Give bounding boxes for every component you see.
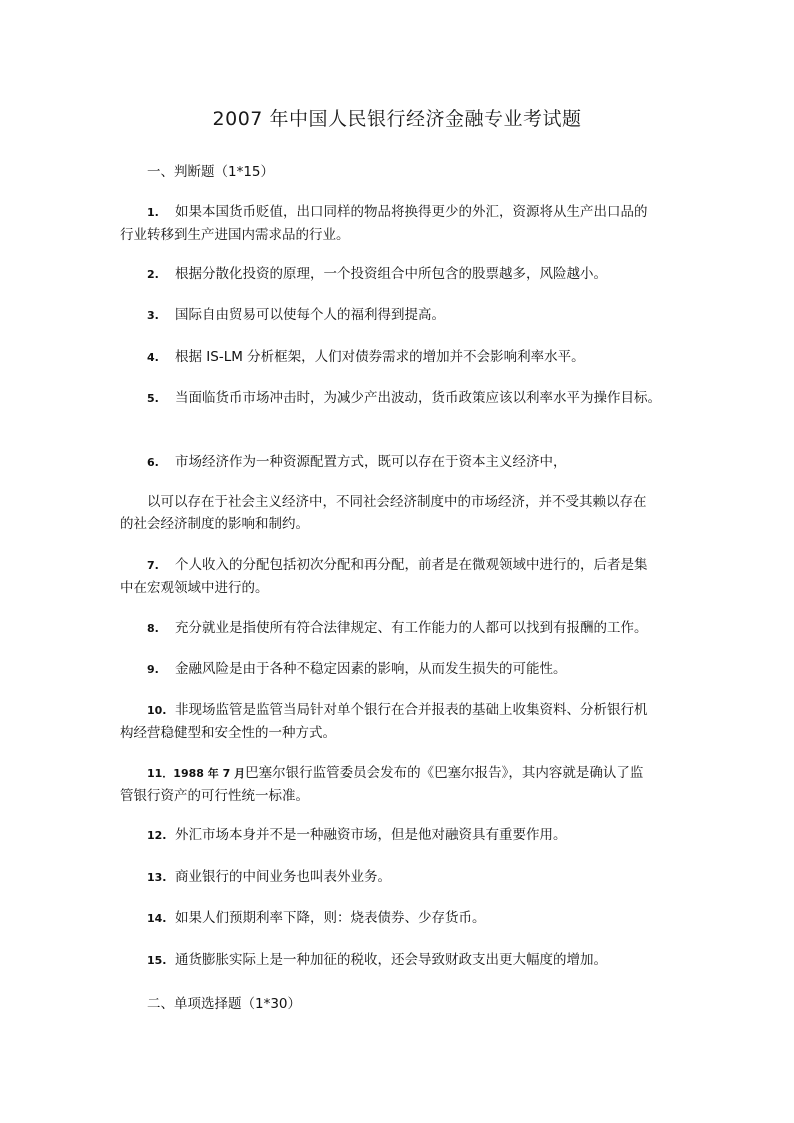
paragraph-text-continued: 的社会经济制度的影响和制约。 bbox=[120, 516, 309, 532]
question-10 bbox=[120, 699, 680, 744]
question-text-continued: 管银行资产的可行性统一标准。 bbox=[120, 788, 309, 804]
question-8 bbox=[120, 617, 680, 640]
question-text-continued: 行业转移到生产进国内需求品的行业。 bbox=[120, 227, 350, 243]
document-title: 2007 年中国人民银行经济金融专业考试题 bbox=[212, 108, 582, 130]
question-3 bbox=[120, 304, 680, 327]
question-text-continued: 构经营稳健型和安全性的一种方式。 bbox=[120, 725, 336, 741]
question-text: 如果人们预期利率下降，则：烧表债券、少存货币。 bbox=[175, 910, 486, 926]
question-text: 根据分散化投资的原理，一个投资组合中所包含的股票越多，风险越小。 bbox=[175, 266, 607, 282]
question-number: 3. bbox=[147, 309, 159, 322]
question-number: 4. bbox=[147, 351, 159, 364]
paragraph-text: 以可以存在于社会主义经济中，不同社会经济制度中的市场经济，并不受其赖以存在 bbox=[147, 494, 647, 510]
question-number: 14. bbox=[147, 912, 167, 925]
question-7 bbox=[120, 554, 680, 599]
question-4 bbox=[120, 346, 680, 369]
question-text: 巴塞尔银行监管委员会发布的《巴塞尔报告》，其内容就是确认了监 bbox=[245, 765, 644, 781]
question-6 bbox=[120, 451, 680, 474]
question-15 bbox=[120, 949, 680, 972]
question-number: 6. bbox=[147, 456, 159, 469]
question-number: 11．1988 年 7 月 bbox=[147, 767, 246, 780]
question-number: 15. bbox=[147, 954, 167, 967]
question-6-continuation bbox=[120, 491, 680, 535]
question-number: 7. bbox=[147, 559, 159, 572]
question-number: 12. bbox=[147, 829, 167, 842]
question-12 bbox=[120, 824, 680, 847]
question-number: 9. bbox=[147, 663, 159, 676]
question-text: 非现场监管是监管当局针对单个银行在合并报表的基础上收集资料、分析银行机 bbox=[175, 702, 648, 718]
question-number: 10. bbox=[147, 704, 167, 717]
question-number: 1. bbox=[147, 206, 159, 219]
question-text: 市场经济作为一种资源配置方式，既可以存在于资本主义经济中， bbox=[175, 454, 567, 470]
question-text: 如果本国货币贬值，出口同样的物品将换得更少的外汇，资源将从生产出口品的 bbox=[175, 204, 648, 220]
question-number: 5. bbox=[147, 392, 159, 405]
question-number: 2. bbox=[147, 268, 159, 281]
section-heading-single-choice: 二、单项选择题（1*30） bbox=[147, 996, 302, 1012]
question-9 bbox=[120, 658, 680, 681]
question-text: 通货膨胀实际上是一种加征的税收，还会导致财政支出更大幅度的增加。 bbox=[175, 952, 607, 968]
question-text: 充分就业是指使所有符合法律规定、有工作能力的人都可以找到有报酬的工作。 bbox=[175, 620, 648, 636]
question-number: 8. bbox=[147, 622, 159, 635]
section-heading-judgment: 一、判断题（1*15） bbox=[147, 164, 275, 180]
question-text: 外汇市场本身并不是一种融资市场，但是他对融资具有重要作用。 bbox=[175, 827, 567, 843]
question-14 bbox=[120, 907, 680, 930]
question-text: 国际自由贸易可以使每个人的福利得到提高。 bbox=[175, 307, 445, 323]
question-text-continued: 中在宏观领域中进行的。 bbox=[120, 580, 269, 596]
question-text: 金融风险是由于各种不稳定因素的影响，从而发生损失的可能性。 bbox=[175, 661, 567, 677]
question-2 bbox=[120, 263, 680, 286]
question-11 bbox=[120, 762, 680, 807]
question-13 bbox=[120, 866, 680, 889]
question-1 bbox=[120, 201, 680, 246]
question-text: 根据 IS-LM 分析框架，人们对债券需求的增加并不会影响利率水平。 bbox=[175, 349, 585, 365]
question-text: 个人收入的分配包括初次分配和再分配，前者是在微观领域中进行的，后者是集 bbox=[175, 557, 648, 573]
question-text: 商业银行的中间业务也叫表外业务。 bbox=[175, 869, 391, 885]
question-number: 13. bbox=[147, 871, 167, 884]
question-5 bbox=[120, 387, 700, 410]
question-text: 当面临货币市场冲击时，为减少产出波动，货币政策应该以利率水平为操作目标。 bbox=[175, 390, 661, 406]
